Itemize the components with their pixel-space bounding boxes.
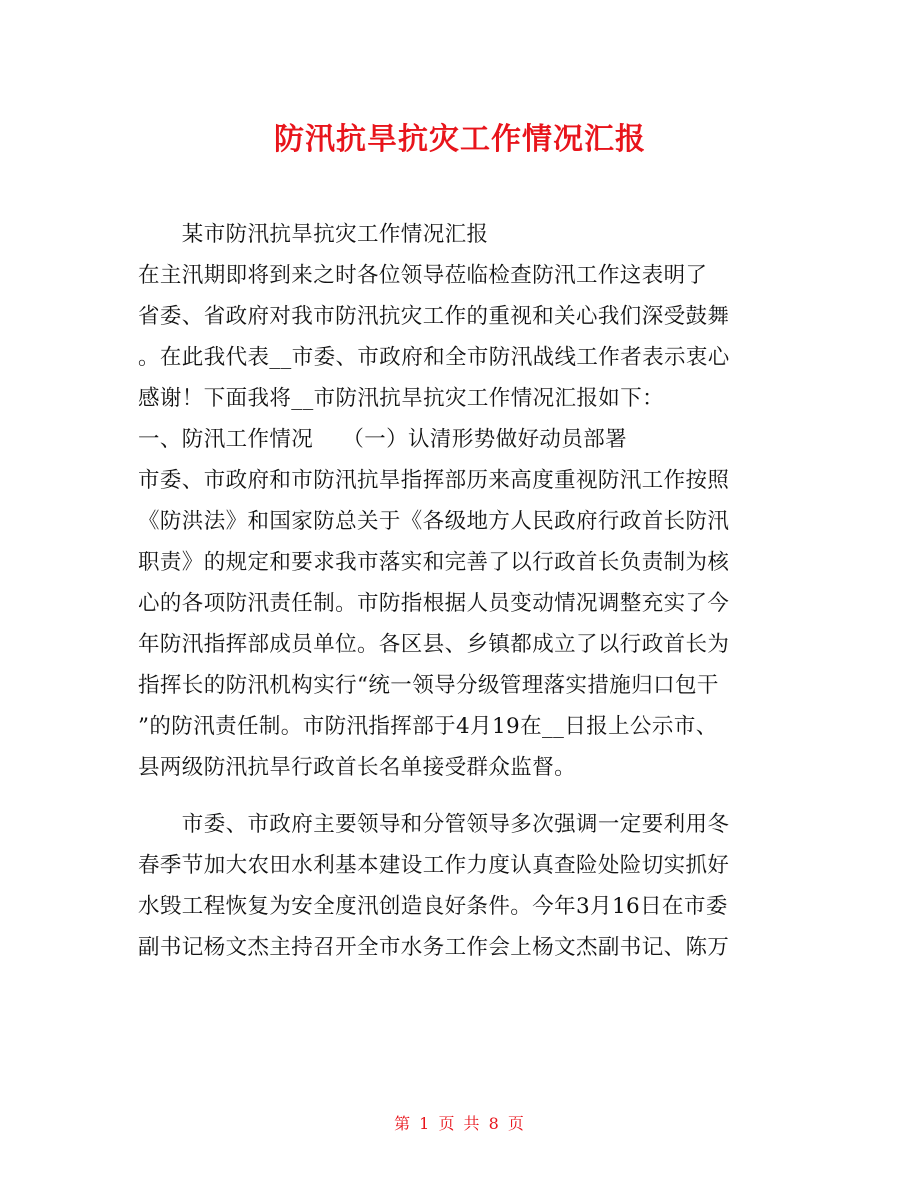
body-line: 省委、省政府对我市防汛抗灾工作的重视和关心我们深受鼓舞	[138, 304, 730, 329]
body-line: 水毁工程恢复为安全度汛创造良好条件。今年3月16日在市委	[138, 894, 728, 919]
paragraph-gap	[138, 788, 786, 804]
body-line: 。在此我代表__市委、市政府和全市防汛战线工作者表示衷心	[138, 345, 730, 370]
body-line: 感谢！下面我将__市防汛抗旱抗灾工作情况汇报如下：	[138, 386, 665, 411]
body-line: 在主汛期即将到来之时各位领导莅临检查防汛工作这表明了	[138, 263, 708, 288]
document-body	[138, 214, 786, 968]
body-line: ”的防汛责任制。市防汛指挥部于4月19在__日报上公示市、	[138, 714, 718, 739]
body-line: 职责》的规定和要求我市落实和完善了以行政首长负责制为核	[138, 550, 730, 575]
body-line: 市委、市政府主要领导和分管领导多次强调一定要利用冬	[138, 812, 730, 837]
document-title: 防汛抗旱抗灾工作情况汇报	[274, 122, 646, 157]
body-line: 年防汛指挥部成员单位。各区县、乡镇都成立了以行政首长为	[138, 632, 730, 657]
body-line: 副书记杨文杰主持召开全市水务工作会上杨文杰副书记、陈万	[138, 935, 730, 960]
body-line: 县两级防汛抗旱行政首长名单接受群众监督。	[138, 755, 577, 780]
body-line: 指挥长的防汛机构实行“统一领导分级管理落实措施归口包干	[138, 673, 719, 698]
body-line: 某市防汛抗旱抗灾工作情况汇报	[138, 222, 489, 247]
section-heading: 一、防汛工作情况 （一）认清形势做好动员部署	[138, 427, 628, 452]
body-line: 心的各项防汛责任制。市防指根据人员变动情况调整充实了今	[138, 591, 730, 616]
body-line: 春季节加大农田水利基本建设工作力度认真查险处险切实抓好	[138, 853, 730, 878]
body-line: 《防洪法》和国家防总关于《各级地方人民政府行政首长防汛	[138, 509, 730, 534]
body-line: 市委、市政府和市防汛抗旱指挥部历来高度重视防汛工作按照	[138, 468, 730, 493]
page-number-footer: 第 1 页 共 8 页	[394, 1114, 526, 1133]
